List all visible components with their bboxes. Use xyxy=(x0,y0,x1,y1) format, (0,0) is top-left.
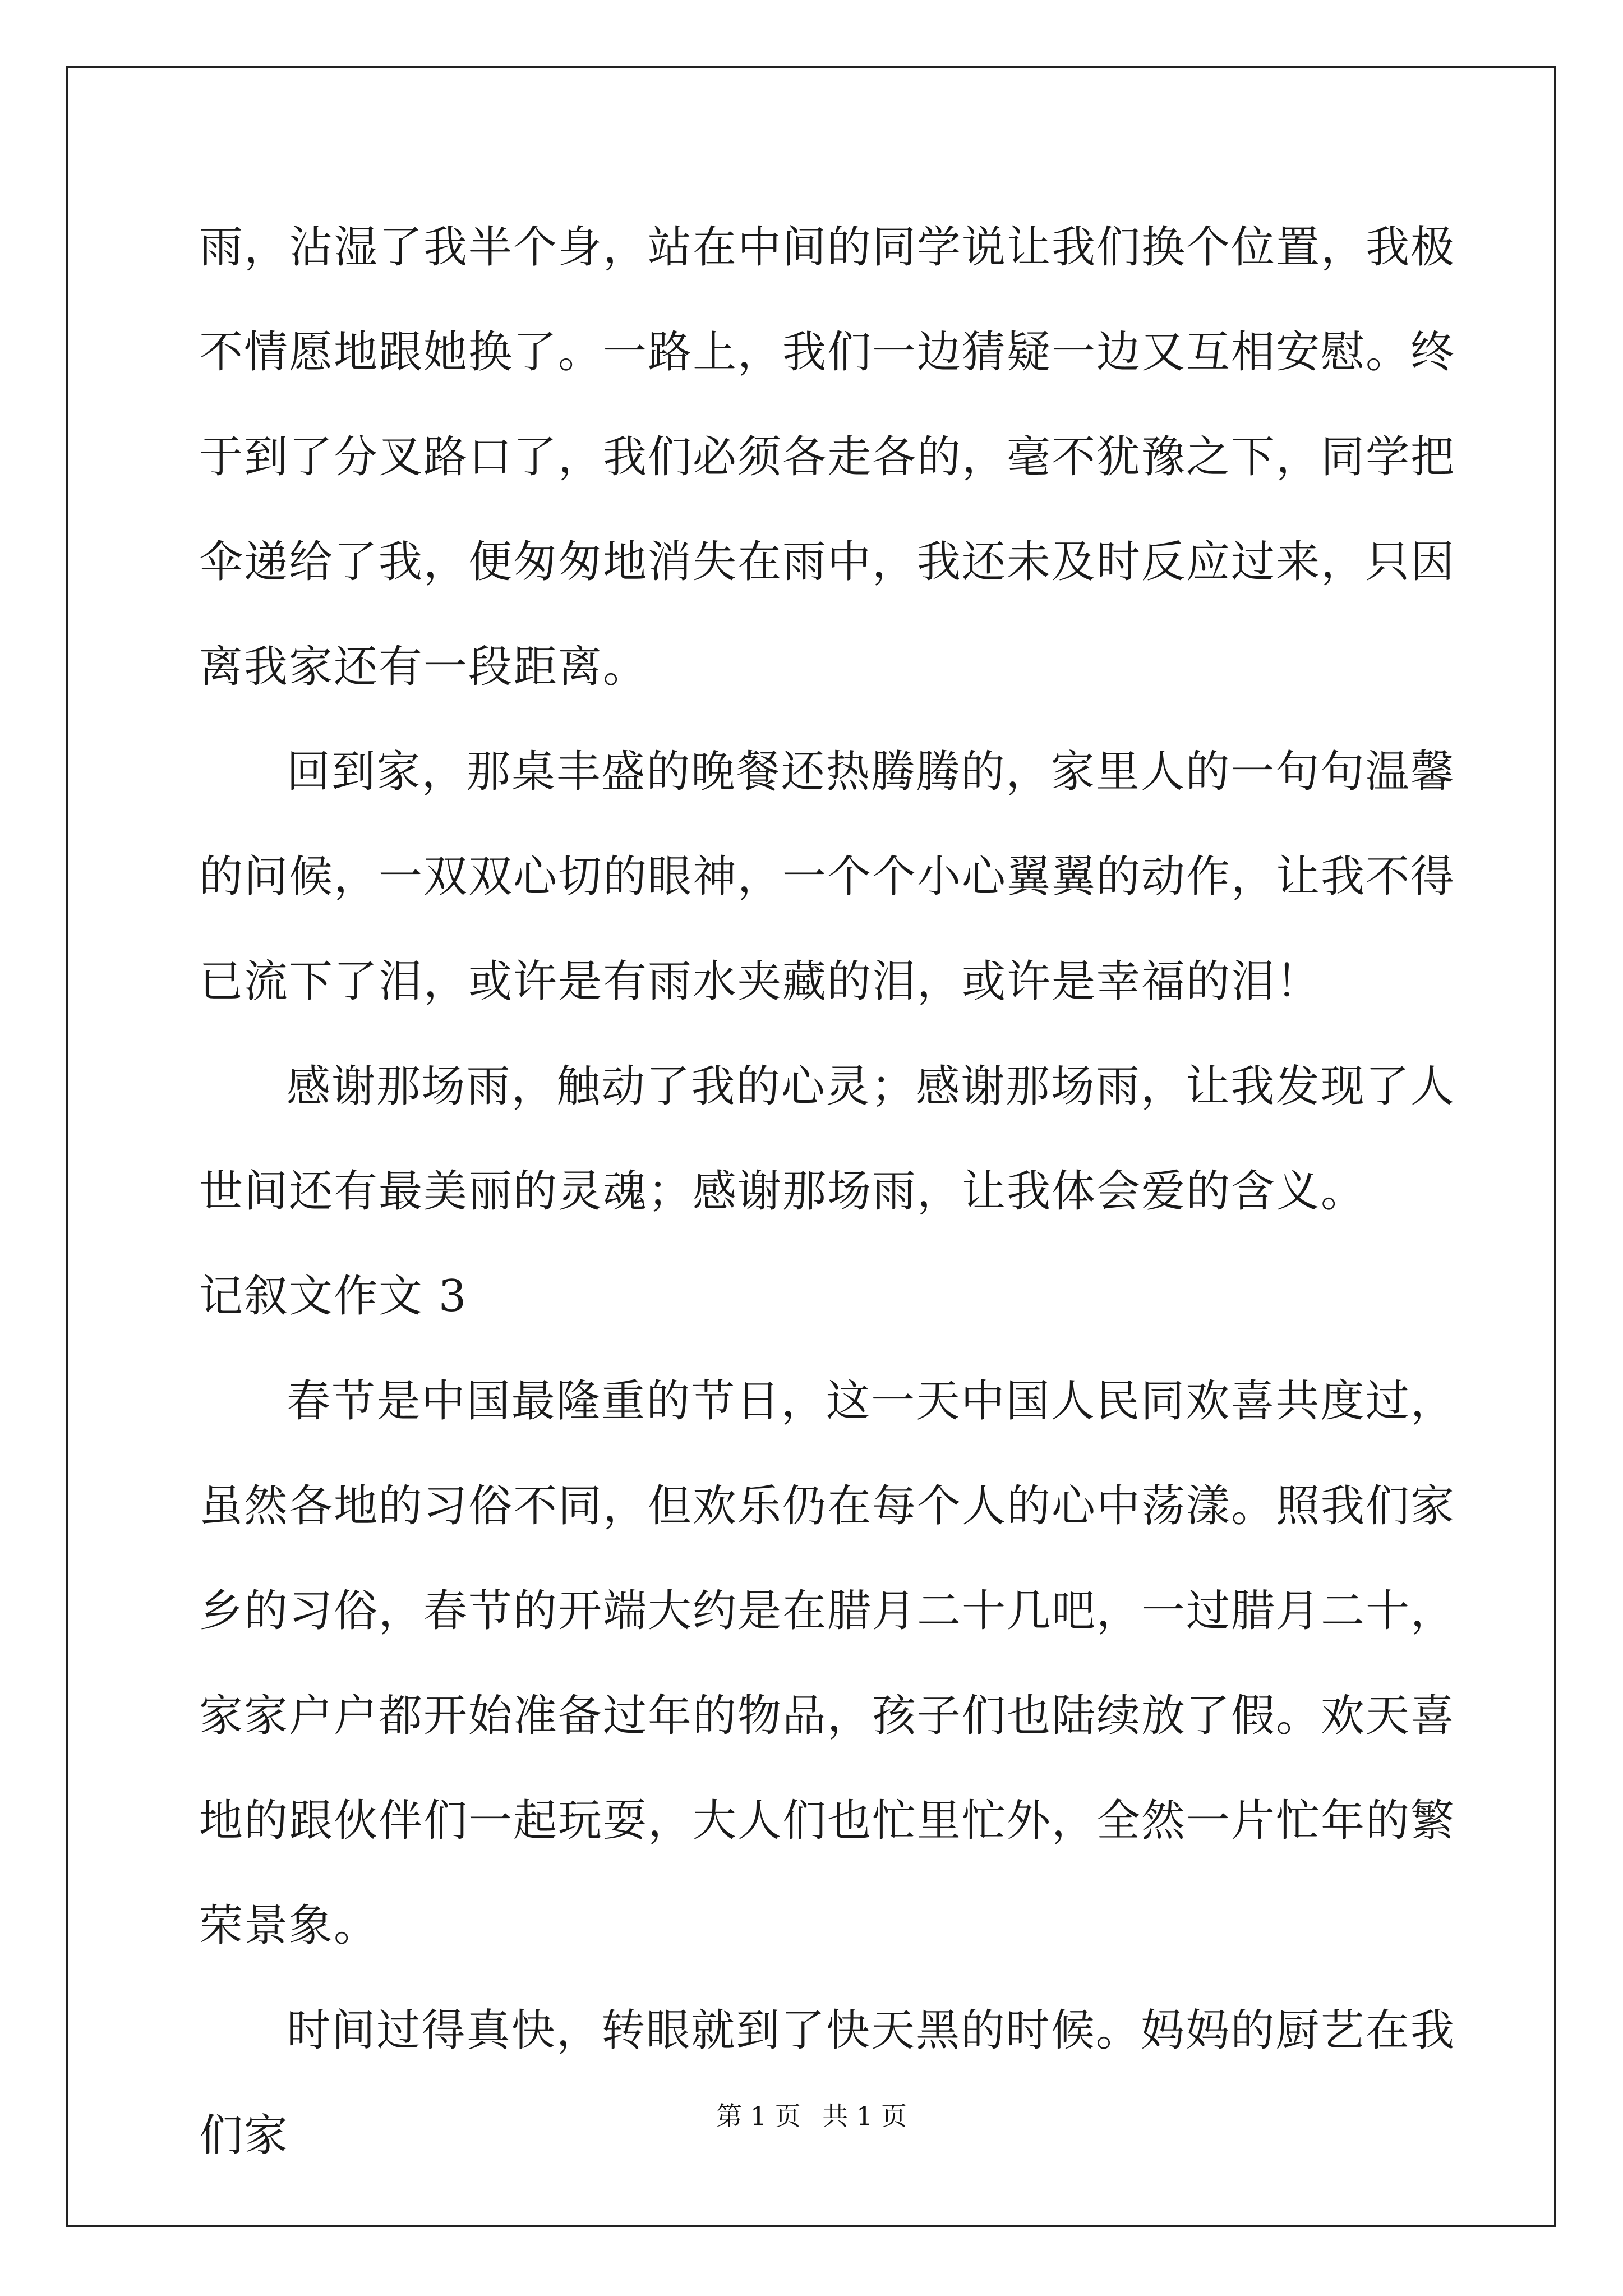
page-footer xyxy=(0,2099,1623,2133)
page-total: 共 1 页 xyxy=(822,2101,907,2131)
paragraph-spring-festival: 春节是中国最隆重的节日，这一天中国人民同欢喜共度过，虽然各地的习俗不同，但欢乐仍在每个人的心中荡漾。照我们家乡的习俗，春节的开端大约是在腊月二十几吧，一过腊月二十，家家户户都开始准备过年的物品，孩子们也陆续放了假。欢天喜地的跟伙伴们一起玩耍，大人们也忙里忙外，全然一片忙年的繁荣景象。 xyxy=(199,1376,1456,1951)
paragraph-thanks-rain: 感谢那场雨，触动了我的心灵；感谢那场雨，让我发现了人世间还有最美丽的灵魂；感谢那场雨，让我体会爱的含义。 xyxy=(199,1061,1455,1217)
section-heading: 记叙文作文 3 xyxy=(199,1271,468,1322)
document-body xyxy=(199,195,1455,2188)
paragraph-rain-umbrella: 雨，沾湿了我半个身，站在中间的同学说让我们换个位置，我极不情愿地跟她换了。一路上，我们一边猜疑一边又互相安慰。终于到了分叉路口了，我们必须各走各的，毫不犹豫之下，同学把伞递给了我，便匆匆地消失在雨中，我还未及时反应过来，只因离我家还有一段距离。 xyxy=(199,222,1456,692)
paragraph-time-flies: 时间过得真快，转眼就到了快天黑的时候。妈妈的厨艺在我们家 xyxy=(199,2005,1455,2161)
paragraph-return-home: 回到家，那桌丰盛的晚餐还热腾腾的，家里人的一句句温馨的问候，一双双心切的眼神，一个个小心翼翼的动作，让我不得已流下了泪，或许是有雨水夹藏的泪，或许是幸福的泪！ xyxy=(199,747,1456,1007)
page-number: 第 1 页 xyxy=(716,2101,801,2131)
